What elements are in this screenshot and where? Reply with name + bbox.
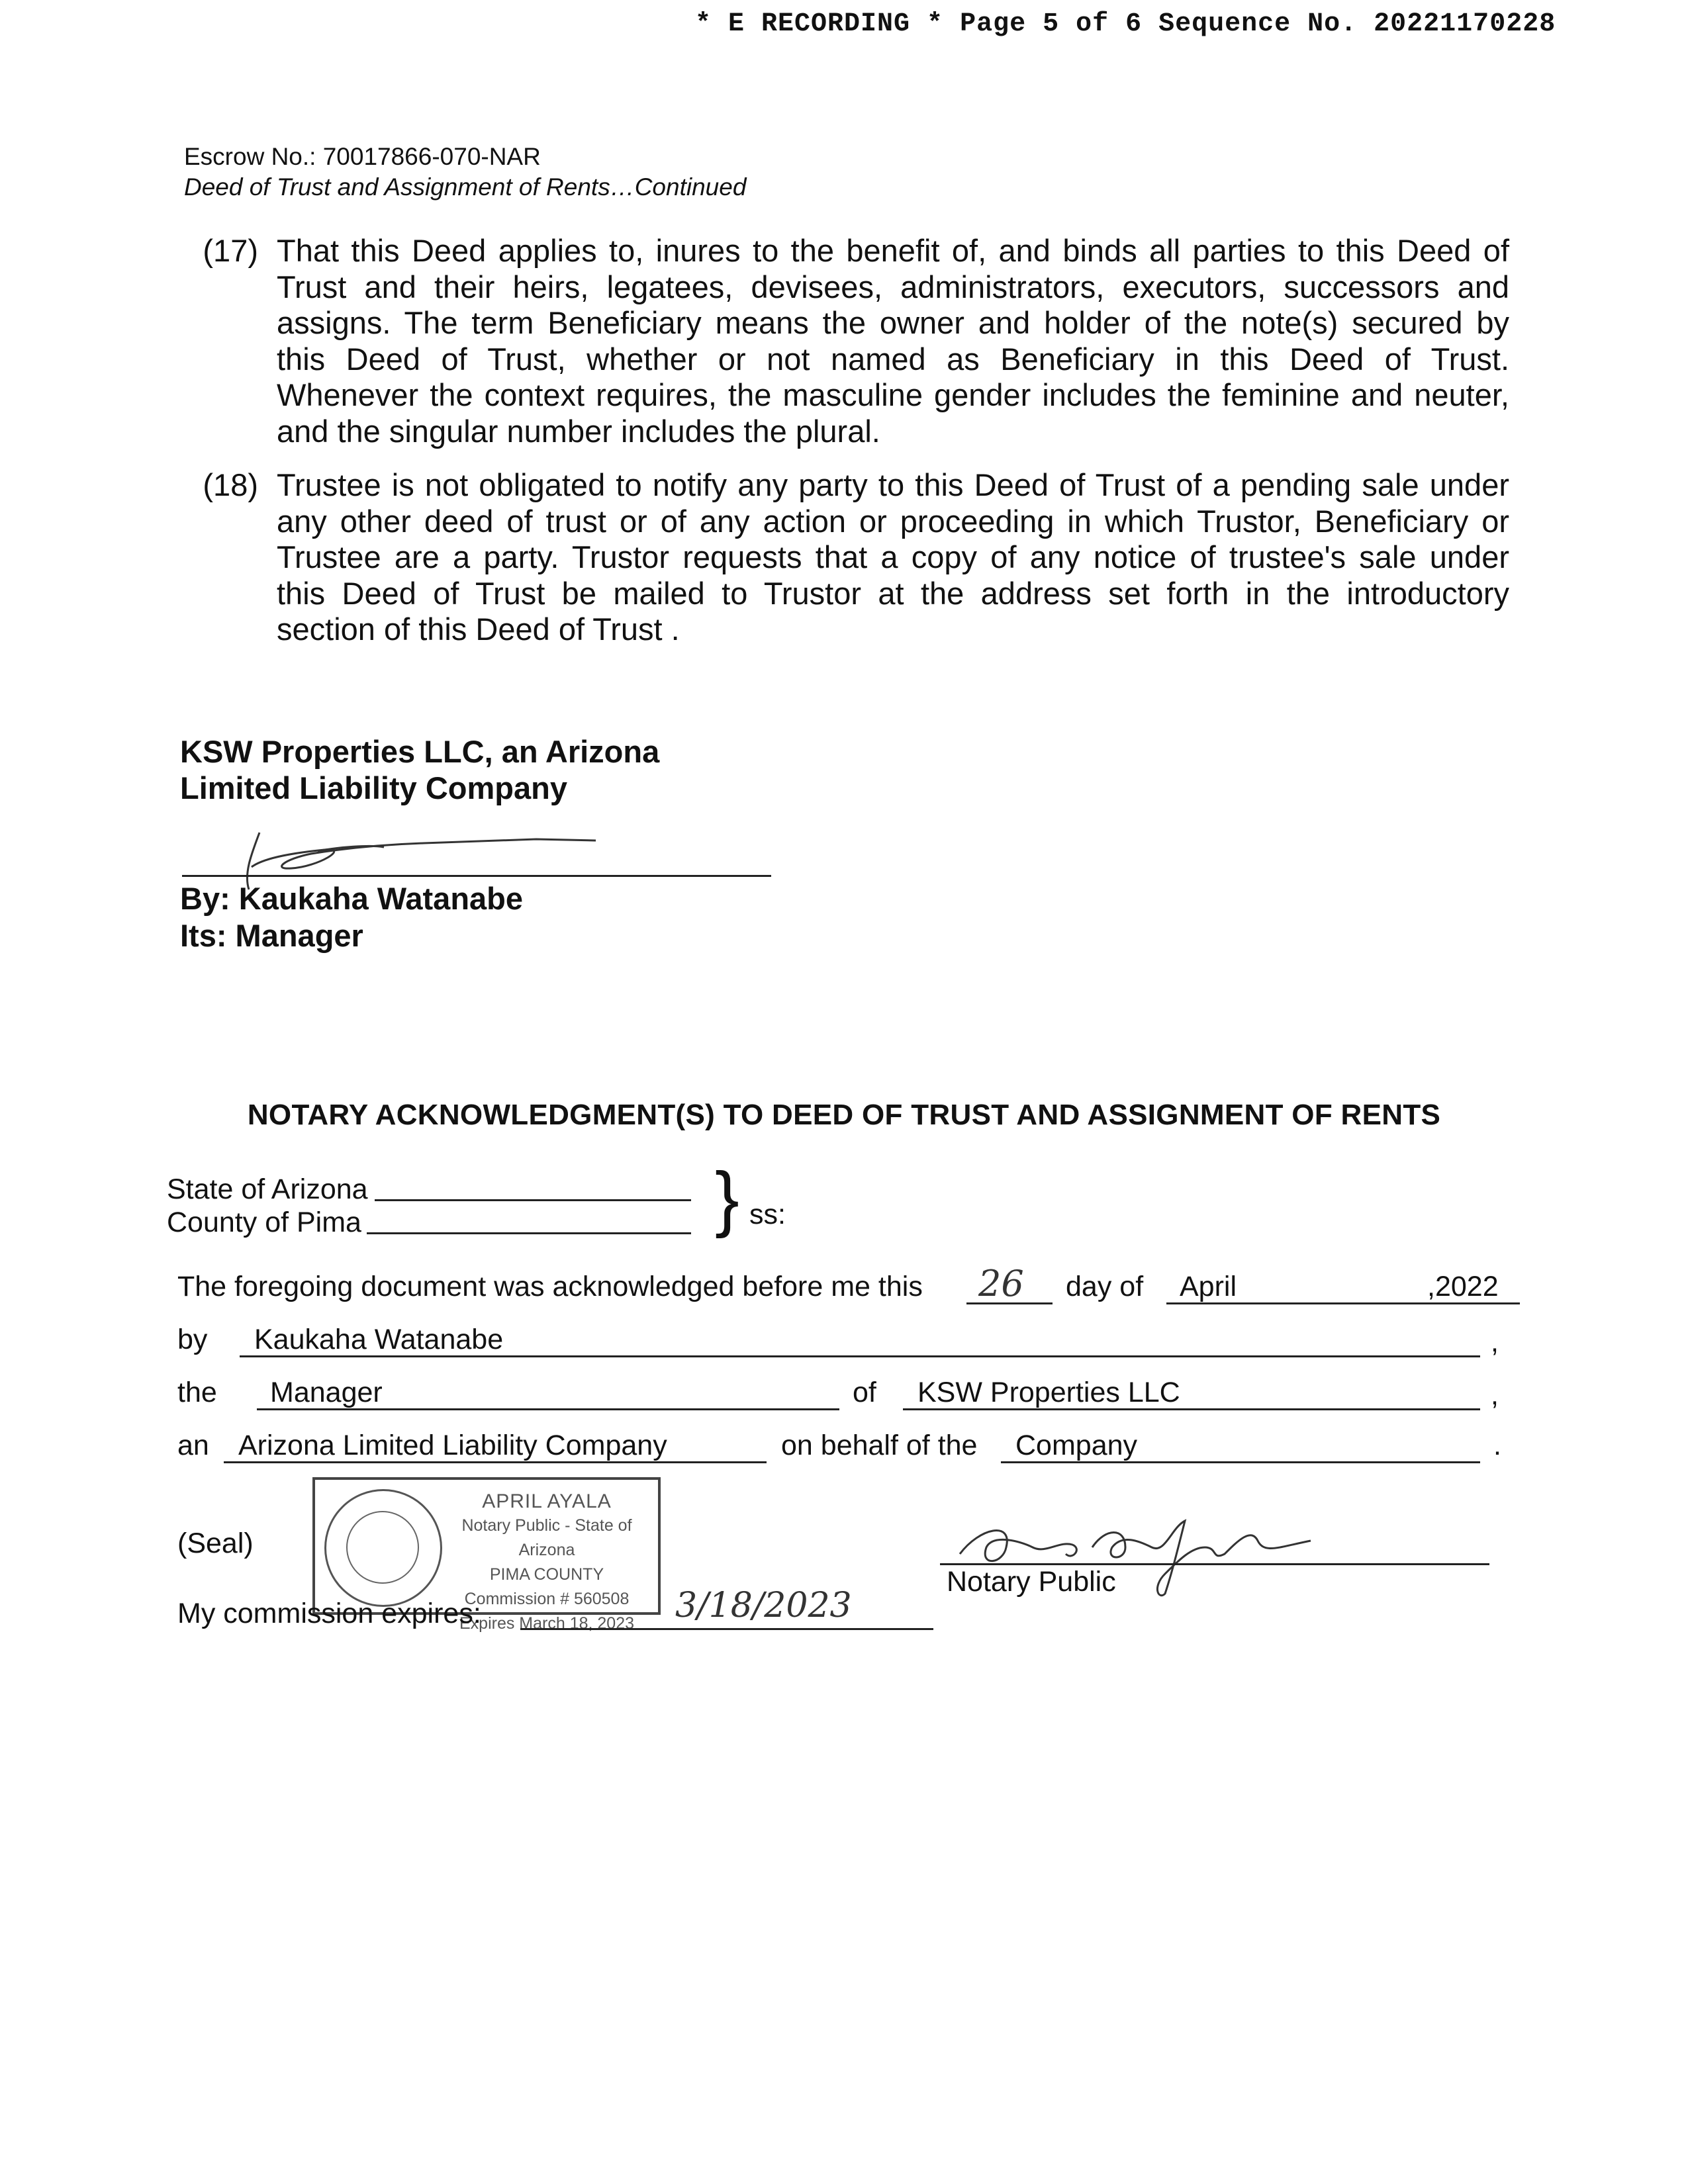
behalf-blank-line <box>1001 1461 1480 1463</box>
behalf-label: on behalf of the <box>781 1430 978 1461</box>
signer-block <box>180 880 523 954</box>
company-line: KSW Properties LLC, an Arizona <box>180 734 660 769</box>
signer-name: By: Kaukaha Watanabe <box>180 881 524 916</box>
the-label: the <box>177 1377 217 1408</box>
paragraph-number: (18) <box>203 467 258 502</box>
ss-label: ss: <box>749 1199 786 1230</box>
ack-text: The foregoing document was acknowledged before me this <box>177 1271 923 1302</box>
ack-year: ,2022 <box>1427 1271 1499 1302</box>
behalf-value: Company <box>1015 1430 1138 1461</box>
seal-label: (Seal) <box>177 1527 254 1559</box>
stamp-line: Notary Public - State of Arizona <box>461 1516 632 1559</box>
commission-blank-line <box>520 1628 933 1630</box>
by-value: Kaukaha Watanabe <box>254 1324 504 1355</box>
commission-label: My commission expires: <box>177 1598 481 1629</box>
month-blank-line <box>1166 1302 1520 1304</box>
entity-type-value: Arizona Limited Liability Company <box>238 1430 667 1461</box>
by-blank-line <box>240 1355 1480 1357</box>
state-seal-icon <box>324 1489 442 1607</box>
paragraph-line: and the singular number includes the plural. <box>277 413 880 449</box>
brace-glyph: } <box>715 1158 739 1239</box>
period: . <box>1493 1430 1501 1461</box>
paragraph-line: Trustee is not obligated to notify any party to this Deed of Trust of a pending sale under <box>277 467 1509 502</box>
ack-day: 26 <box>978 1263 1024 1304</box>
paragraph-line: section of this Deed of Trust . <box>277 612 680 647</box>
signer-title: Its: Manager <box>180 918 363 953</box>
title-blank-line <box>257 1408 839 1410</box>
stamp-line: Expires March 18, 2023 <box>459 1614 635 1633</box>
paragraph-line: Whenever the context requires, the masculine gender includes the feminine and neuter, <box>277 377 1509 412</box>
recording-header: * E RECORDING * Page 5 of 6 Sequence No. 20221170228 <box>695 9 1556 39</box>
notary-heading: NOTARY ACKNOWLEDGMENT(S) TO DEED OF TRUST AND ASSIGNMENT OF RENTS <box>247 1099 1441 1131</box>
commission-value: 3/18/2023 <box>675 1586 852 1625</box>
escrow-subtitle: Deed of Trust and Assignment of Rents…Continued <box>184 173 747 201</box>
escrow-number: Escrow No.: 70017866-070-NAR <box>184 143 541 170</box>
comma: , <box>1491 1326 1499 1358</box>
paragraph-number: (17) <box>203 233 258 268</box>
entity-blank-line <box>903 1408 1480 1410</box>
ack-month: April <box>1180 1271 1237 1302</box>
comma: , <box>1491 1379 1499 1411</box>
entity-value: KSW Properties LLC <box>917 1377 1180 1408</box>
stamp-line: Commission # 560508 <box>464 1590 630 1608</box>
stamp-line: PIMA COUNTY <box>489 1565 604 1584</box>
paragraph-line: this Deed of Trust be mailed to Trustor at the address set forth in the introductory <box>277 575 1509 611</box>
signature-line <box>182 875 771 877</box>
company-line: Limited Liability Company <box>180 770 567 805</box>
notary-public-label: Notary Public <box>947 1566 1116 1598</box>
paragraph-line: Trust and their heirs, legatees, devisees, administrators, executors, successors and <box>277 269 1509 304</box>
escrow-block <box>184 142 746 203</box>
day-blank-line <box>966 1302 1053 1304</box>
title-value: Manager <box>270 1377 383 1408</box>
paragraph-line: Trustee are a party. Trustor requests that a copy of any notice of trustee's sale under <box>277 539 1509 574</box>
venue-county: County of Pima <box>167 1206 361 1238</box>
paragraph-line: this Deed of Trust, whether or not named as Beneficiary in this Deed of Trust. <box>277 341 1509 377</box>
notary-signature-line <box>940 1563 1489 1565</box>
paragraph-line: That this Deed applies to, inures to the benefit of, and binds all parties to this Deed of <box>277 233 1509 268</box>
venue-state: State of Arizona <box>167 1173 368 1205</box>
entity-type-blank-line <box>224 1461 767 1463</box>
state-blank-line <box>375 1199 691 1201</box>
an-label: an <box>177 1430 209 1461</box>
company-name <box>180 733 659 806</box>
paragraph-line: any other deed of trust or of any action or proceeding in which Trustor, Beneficiary or <box>277 503 1509 539</box>
stamp-name: APRIL AYALA <box>482 1490 612 1512</box>
by-label: by <box>177 1324 208 1355</box>
paragraph-line: assigns. The term Beneficiary means the owner and holder of the note(s) secured by <box>277 305 1509 340</box>
county-blank-line <box>367 1232 691 1234</box>
day-of-label: day of <box>1066 1271 1144 1302</box>
of-label: of <box>853 1377 876 1408</box>
